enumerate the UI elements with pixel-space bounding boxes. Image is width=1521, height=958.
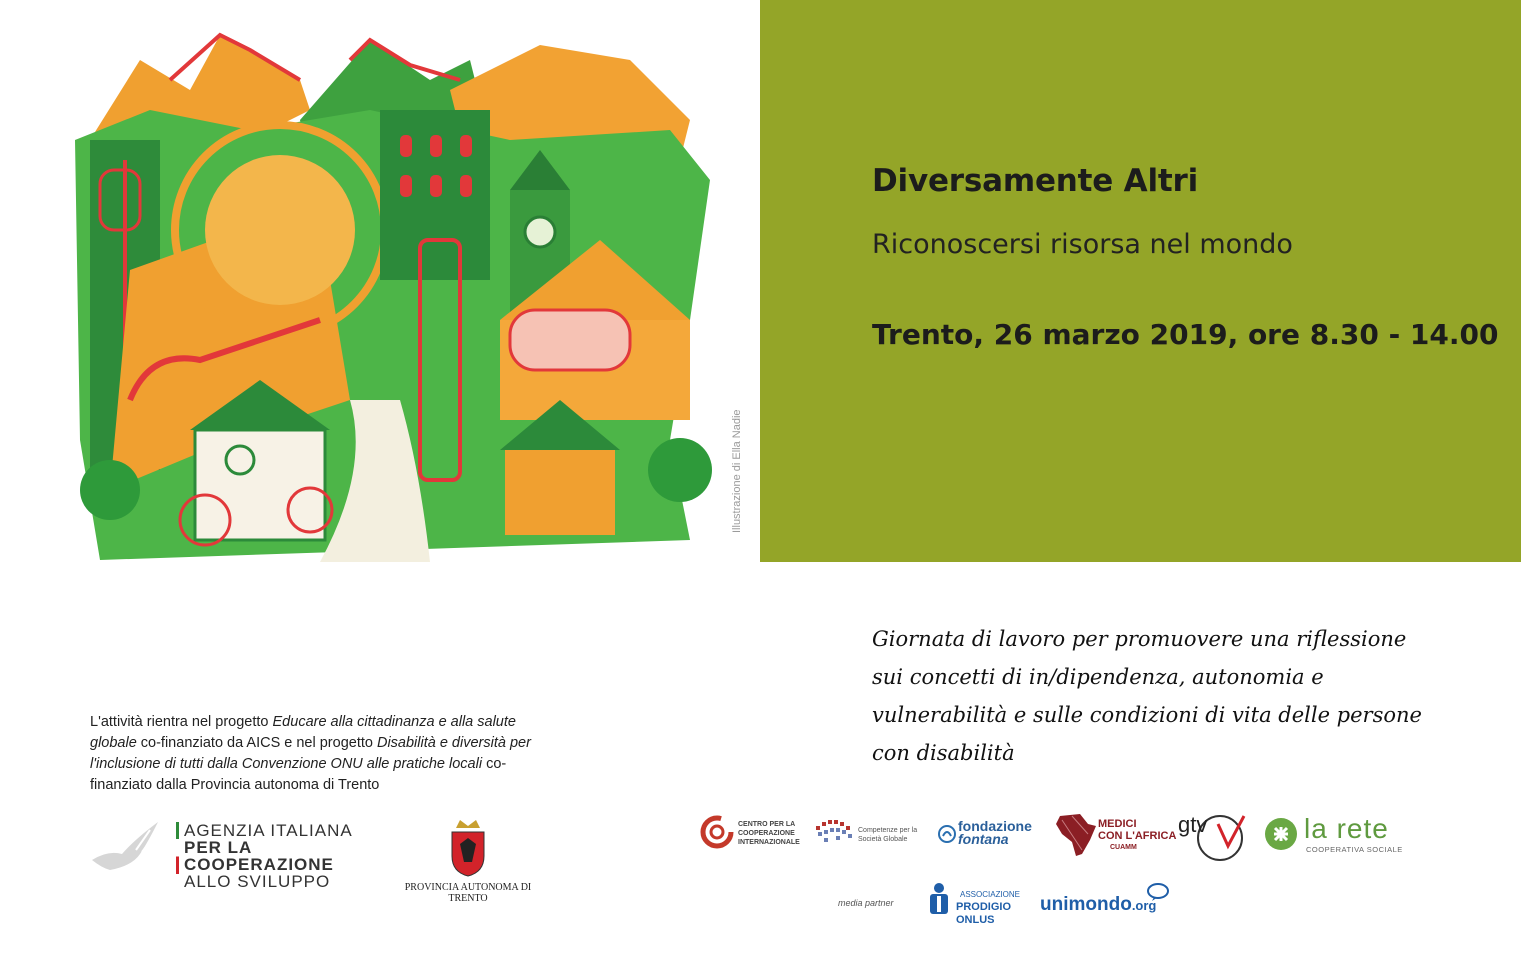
event-title: Diversamente Altri — [872, 163, 1199, 199]
note-mid: co-finanziato da AICS e nel progetto — [136, 735, 377, 751]
media-partner-label: media partner — [838, 898, 894, 908]
town-illustration — [70, 20, 720, 562]
bandage — [510, 310, 630, 370]
la-rete-cross-icon — [1264, 817, 1298, 851]
unimondo-name: unimondo — [1040, 894, 1132, 915]
illustration-credit — [731, 378, 751, 533]
coat-of-arms-icon — [448, 818, 488, 878]
cci-line-3: INTERNAZIONALE — [738, 839, 800, 846]
la-rete-name: la rete — [1304, 813, 1389, 844]
la-rete-logo — [1264, 815, 1424, 857]
project-note — [90, 712, 560, 796]
fondazione-line-2: fontana — [958, 831, 1009, 847]
medici-line-1: MEDICI — [1098, 818, 1137, 830]
cci-ring-icon — [700, 814, 734, 850]
aics-line-1: AGENZIA ITALIANA — [184, 821, 353, 840]
unimondo-logo — [1040, 882, 1175, 918]
africa-map-icon — [1052, 810, 1098, 858]
wheel-center — [205, 155, 355, 305]
title-panel — [760, 0, 1521, 562]
note-tail: co-finanziato dalla Provincia autonoma di Trento — [90, 756, 507, 793]
credit-text: Illustrazione di Ella Nadie — [731, 409, 743, 533]
fondazione-fontana-logo — [938, 818, 1043, 852]
aics-logo — [88, 820, 358, 891]
tree-left — [80, 460, 140, 520]
event-description — [872, 620, 1472, 772]
description-line: sui concetti di in/dipendenza, autonomia e — [872, 665, 1324, 689]
provincia-logo — [398, 818, 538, 904]
fountain-icon — [938, 824, 956, 844]
unimondo-tld: .org — [1131, 898, 1157, 913]
la-rete-sub: COOPERATIVA SOCIALE — [1306, 845, 1403, 854]
medici-line-3: CUAMM — [1110, 844, 1137, 851]
description-line: Giornata di lavoro per promuovere una riflessione — [872, 627, 1407, 651]
flag-stripe — [176, 822, 179, 874]
fondazione-line-1: fondazione — [958, 818, 1032, 834]
prodigio-logo — [926, 882, 1036, 926]
globe-grid-icon — [812, 816, 862, 846]
description-line: vulnerabilità e sulle condizioni di vita delle persone — [872, 703, 1422, 727]
gtv-logo — [1178, 808, 1248, 864]
note-project-2: Disabilità e diversità per l'inclusione di tutti dalla Convenzione ONU alle pratiche locali — [90, 735, 531, 772]
white-house — [195, 430, 325, 540]
provincia-label: PROVINCIA AUTONOMA DI TRENTO — [404, 882, 532, 904]
competenze-line-1: Competenze per la — [858, 827, 918, 834]
gtv-label: gtv — [1178, 812, 1208, 837]
competenze-line-2: Società Globale — [858, 836, 908, 843]
note-project-1: Educare alla cittadinanza e alla salute globale — [90, 714, 516, 751]
note-lead: L'attività rientra nel progetto — [90, 714, 273, 730]
tree-right — [648, 438, 712, 502]
event-subtitle: Riconoscersi risorsa nel mondo — [872, 229, 1293, 260]
small-house — [505, 450, 615, 535]
cci-line-1: CENTRO PER LA — [738, 821, 796, 828]
prodigio-figure-icon — [926, 882, 952, 916]
description-line: con disabilità — [872, 741, 1015, 765]
medici-con-africa-logo — [1052, 810, 1177, 862]
medici-line-2: CON L'AFRICA — [1098, 830, 1177, 842]
aics-line-2: PER LA COOPERAZIONE — [184, 838, 334, 874]
prodigio-line-1: ASSOCIAZIONE — [960, 890, 1021, 899]
dove-icon — [88, 820, 176, 876]
illustration-drawing — [70, 20, 720, 562]
aics-line-3: ALLO SVILUPPO — [184, 872, 331, 891]
cci-line-2: COOPERAZIONE — [738, 830, 795, 837]
event-date: Trento, 26 marzo 2019, ore 8.30 - 14.00 — [872, 318, 1499, 351]
prodigio-line-2: PRODIGIO ONLUS — [956, 901, 1012, 926]
clock-face — [525, 217, 555, 247]
cci-logo — [700, 814, 810, 854]
competenze-logo — [812, 814, 927, 854]
